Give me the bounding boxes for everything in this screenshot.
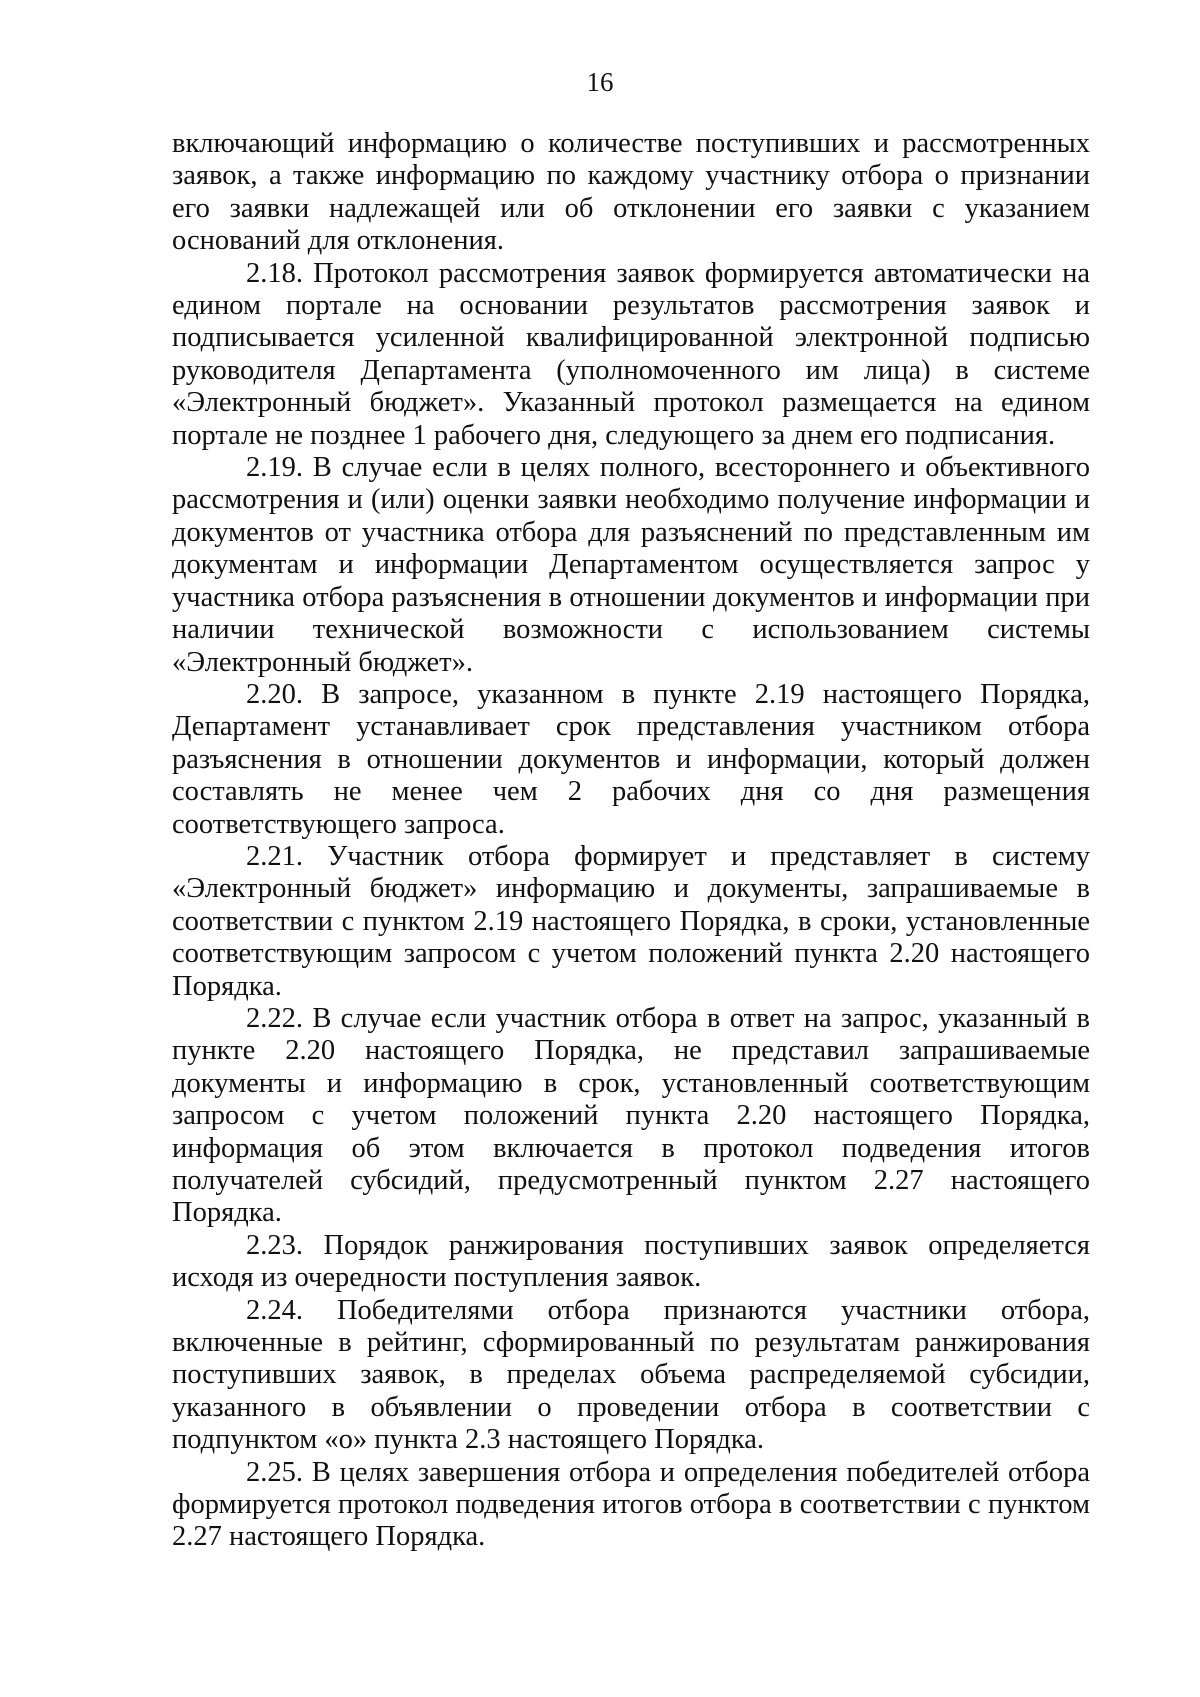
paragraph-2-22: 2.22. В случае если участник отбора в ответ на запрос, указанный в пункте 2.20 настоящего Порядка, не представил запрашиваемые документы и информацию в срок, установленный соответствующим запросом с учетом положений пункта 2.20 настоящего Порядка, информация об этом включается в протокол подведения итогов получателей субсидий, предусмотренный пунктом 2.27 настоящего Порядка. (172, 1002, 1090, 1229)
paragraph-2-23: 2.23. Порядок ранжирования поступивших заявок определяется исходя из очередности поступления заявок. (172, 1229, 1090, 1294)
paragraph-2-18: 2.18. Протокол рассмотрения заявок формируется автоматически на едином портале на основании результатов рассмотрения заявок и подписывается усиленной квалифицированной электронной подписью руководителя Департамента (уполномоченного им лица) в системе «Электронный бюджет». Указанный протокол размещается на едином портале не позднее 1 рабочего дня, следующего за днем его подписания. (172, 257, 1090, 451)
paragraph-continuation: включающий информацию о количестве поступивших и рассмотренных заявок, а также информацию по каждому участнику отбора о признании его заявки надлежащей или об отклонении его заявки с указанием оснований для отклонения. (172, 128, 1090, 257)
document-body (172, 128, 1090, 1554)
paragraph-2-25: 2.25. В целях завершения отбора и определения победителей отбора формируется протокол подведения итогов отбора в соответствии с пунктом 2.27 настоящего Порядка. (172, 1456, 1090, 1553)
paragraph-2-19: 2.19. В случае если в целях полного, всестороннего и объективного рассмотрения и (или) оценки заявки необходимо получение информации и документов от участника отбора для разъяснений по представленным им документам и информации Департаментом осуществляется запрос у участника отбора разъяснения в отношении документов и информации при наличии технической возможности с использованием системы «Электронный бюджет». (172, 452, 1090, 678)
page-number: 16 (586, 67, 614, 97)
paragraph-2-21: 2.21. Участник отбора формирует и представляет в систему «Электронный бюджет» информацию и документы, запрашиваемые в соответствии с пунктом 2.19 настоящего Порядка, в сроки, установленные соответствующим запросом с учетом положений пункта 2.20 настоящего Порядка. (172, 840, 1090, 1002)
paragraph-2-24: 2.24. Победителями отбора признаются участники отбора, включенные в рейтинг, сформированный по результатам ранжирования поступивших заявок, в пределах объема распределяемой субсидии, указанного в объявлении о проведении отбора в соответствии с подпунктом «о» пункта 2.3 настоящего Порядка. (172, 1294, 1090, 1456)
paragraph-2-20: 2.20. В запросе, указанном в пункте 2.19 настоящего Порядка, Департамент устанавливает срок представления участником отбора разъяснения в отношении документов и информации, который должен составлять не менее чем 2 рабочих дня со дня размещения соответствующего запроса. (172, 678, 1090, 840)
